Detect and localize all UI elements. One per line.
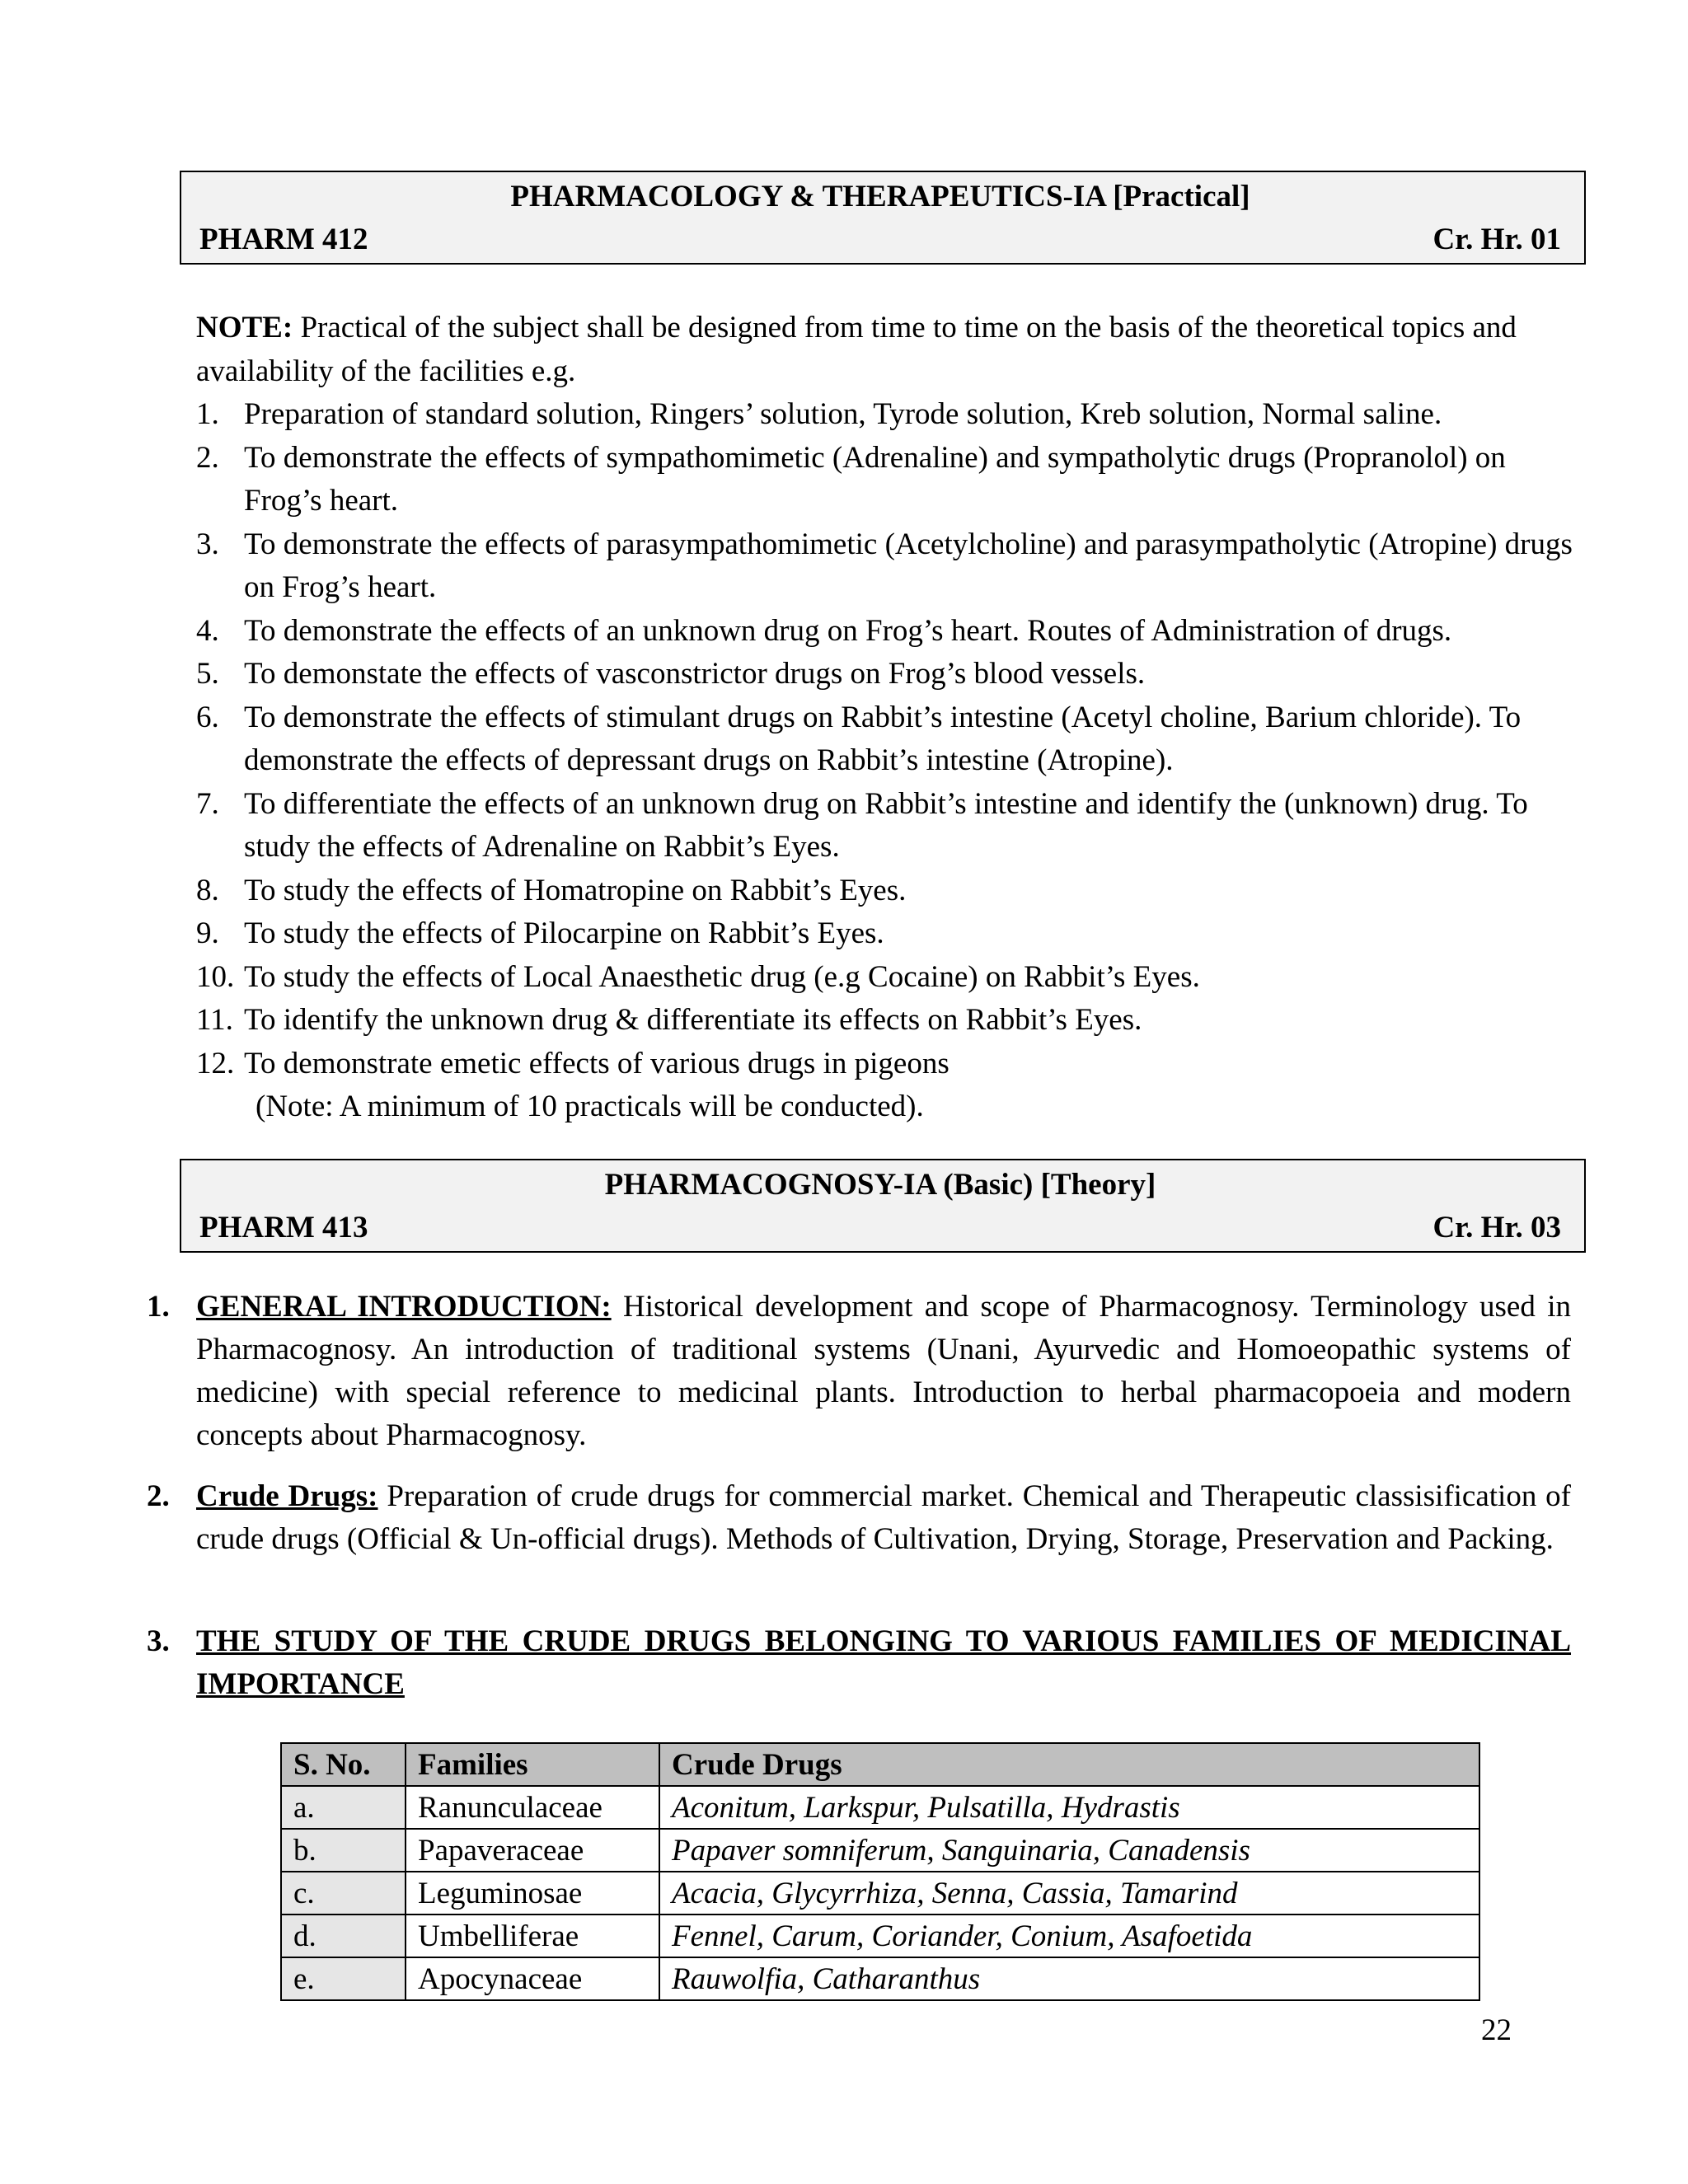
list-item (196, 912, 1581, 956)
item-text: To differentiate the effects of an unknown drug on Rabbit’s intestine and identify the (unknown) drug. To study the effects of Adrenaline on Rabbit’s Eyes. (244, 786, 1528, 864)
list-item (196, 610, 1581, 654)
cell-crude-drugs: Fennel, Carum, Coriander, Conium, Asafoetida (659, 1915, 1479, 1957)
cell-crude-drugs: Acacia, Glycyrrhiza, Senna, Cassia, Tamarind (659, 1872, 1479, 1915)
list-item (196, 523, 1581, 610)
item-number: 12. (196, 1046, 235, 1080)
list-item (196, 437, 1581, 523)
cell-family: Leguminosae (406, 1872, 659, 1915)
item-text: To study the effects of Local Anaesthetic drug (e.g Cocaine) on Rabbit’s Eyes. (244, 959, 1200, 994)
item-number: 10. (196, 959, 235, 994)
cell-sno: b. (281, 1829, 406, 1872)
cell-crude-drugs: Aconitum, Larkspur, Pulsatilla, Hydrastis (659, 1786, 1479, 1829)
cell-sno: d. (281, 1915, 406, 1957)
item-number: 2. (196, 440, 219, 475)
cell-family: Apocynaceae (406, 1957, 659, 2000)
course-code-row (199, 1207, 1561, 1249)
list-item (196, 783, 1581, 869)
cell-crude-drugs: Papaver somniferum, Sanguinaria, Canadensis (659, 1829, 1479, 1872)
note-text: Practical of the subject shall be designed from time to time on the basis of the theoretical topics and availability of the facilities e.g. (196, 311, 1517, 388)
course-code: PHARM 412 (199, 223, 368, 256)
course-title: PHARMACOLOGY & THERAPEUTICS-IA [Practical] (510, 180, 1250, 213)
section-body (196, 1475, 1571, 1561)
section-heading: Crude Drugs: (196, 1479, 378, 1513)
course-code-row (199, 218, 1561, 261)
section-crude-drug-families (147, 1620, 1571, 1706)
item-text: To demonstrate the effects of stimulant drugs on Rabbit’s intestine (Acetyl choline, Barium chloride). To demonstrate the effects of depressant drugs on Rabbit’s intestine (Atropine). (244, 700, 1522, 777)
course-header-pharm-413 (180, 1159, 1586, 1253)
cell-family: Papaveraceae (406, 1829, 659, 1872)
item-text: To demonstate the effects of vasconstrictor drugs on Frog’s blood vessels. (244, 657, 1146, 691)
list-item (196, 393, 1581, 437)
list-item (196, 956, 1581, 1000)
section-body (196, 1286, 1571, 1457)
item-text: To demonstrate the effects of an unknown drug on Frog’s heart. Routes of Administration of drugs. (244, 613, 1452, 648)
list-item (196, 999, 1581, 1043)
cell-family: Ranunculaceae (406, 1786, 659, 1829)
column-header-crude-drugs: Crude Drugs (659, 1743, 1479, 1786)
note-label: NOTE: (196, 311, 293, 344)
item-text: To study the effects of Homatropine on Rabbit’s Eyes. (244, 873, 907, 907)
practical-note (196, 307, 1564, 393)
item-text: To demonstrate the effects of sympathomimetic (Adrenaline) and sympatholytic drugs (Propranolol) on Frog’s heart. (244, 440, 1506, 518)
item-number: 6. (196, 700, 219, 734)
table-row (281, 1829, 1479, 1872)
table-row (281, 1786, 1479, 1829)
course-code: PHARM 413 (199, 1211, 368, 1244)
item-number: 11. (196, 1003, 233, 1037)
credit-hours: Cr. Hr. 03 (1432, 1211, 1561, 1244)
section-number: 2. (147, 1479, 170, 1513)
credit-hours: Cr. Hr. 01 (1432, 223, 1561, 256)
item-text: To identify the unknown drug & differentiate its effects on Rabbit’s Eyes. (244, 1003, 1142, 1037)
table-row (281, 1872, 1479, 1915)
section-crude-drugs (147, 1475, 1571, 1561)
section-heading: THE STUDY OF THE CRUDE DRUGS BELONGING TO VARIOUS FAMILIES OF MEDICINAL IMPORTANCE (196, 1624, 1571, 1701)
item-text: Preparation of standard solution, Ringers’ solution, Tyrode solution, Kreb solution, Normal saline. (244, 397, 1442, 431)
list-item (196, 869, 1581, 913)
column-header-families: Families (406, 1743, 659, 1786)
practicals-list (196, 393, 1581, 1129)
section-text: Historical development and scope of Pharmacognosy. Terminology used in Pharmacognosy. An introduction of traditional systems (Unani, Ayurvedic and Homoeopathic systems of medicine) with special reference to medicinal plants. Introduction to herbal pharmacopoeia and modern concepts about Pharmacognosy. (196, 1290, 1571, 1452)
cell-sno: a. (281, 1786, 406, 1829)
item-text: To demonstrate the effects of parasympathomimetic (Acetylcholine) and parasympatholytic (Atropine) drugs on Frog’s heart. (244, 527, 1573, 604)
list-item (196, 1043, 1581, 1086)
item-number: 3. (196, 527, 219, 561)
section-text: Preparation of crude drugs for commercial market. Chemical and Therapeutic classisification of crude drugs (Official & Un-official drugs). Methods of Cultivation, Drying, Storage, Preservation and Packing. (196, 1479, 1571, 1556)
item-number: 1. (196, 397, 219, 431)
table-row (281, 1957, 1479, 2000)
list-item (196, 653, 1581, 696)
section-number: 1. (147, 1290, 170, 1324)
course-header-pharm-412 (180, 171, 1586, 265)
page-number: 22 (1481, 2013, 1512, 2047)
item-number: 5. (196, 657, 219, 691)
crude-drugs-table (280, 1742, 1480, 2001)
item-number: 7. (196, 786, 219, 821)
cell-crude-drugs: Rauwolfia, Catharanthus (659, 1957, 1479, 2000)
practicals-minimum-note: (Note: A minimum of 10 practicals will be conducted). (256, 1090, 924, 1123)
section-body (196, 1620, 1571, 1706)
item-text: To demonstrate emetic effects of various drugs in pigeons (244, 1046, 950, 1080)
table-header-row (281, 1743, 1479, 1786)
list-item (196, 696, 1581, 783)
section-general-introduction (147, 1286, 1571, 1457)
item-text: To study the effects of Pilocarpine on Rabbit’s Eyes. (244, 916, 884, 950)
cell-family: Umbelliferae (406, 1915, 659, 1957)
item-number: 4. (196, 613, 219, 648)
section-number: 3. (147, 1624, 170, 1658)
column-header-sno: S. No. (281, 1743, 406, 1786)
course-title: PHARMACOGNOSY-IA (Basic) [Theory] (604, 1168, 1156, 1202)
item-number: 8. (196, 873, 219, 907)
item-number: 9. (196, 916, 219, 950)
cell-sno: e. (281, 1957, 406, 2000)
table-row (281, 1915, 1479, 1957)
cell-sno: c. (281, 1872, 406, 1915)
section-heading: GENERAL INTRODUCTION: (196, 1290, 612, 1324)
